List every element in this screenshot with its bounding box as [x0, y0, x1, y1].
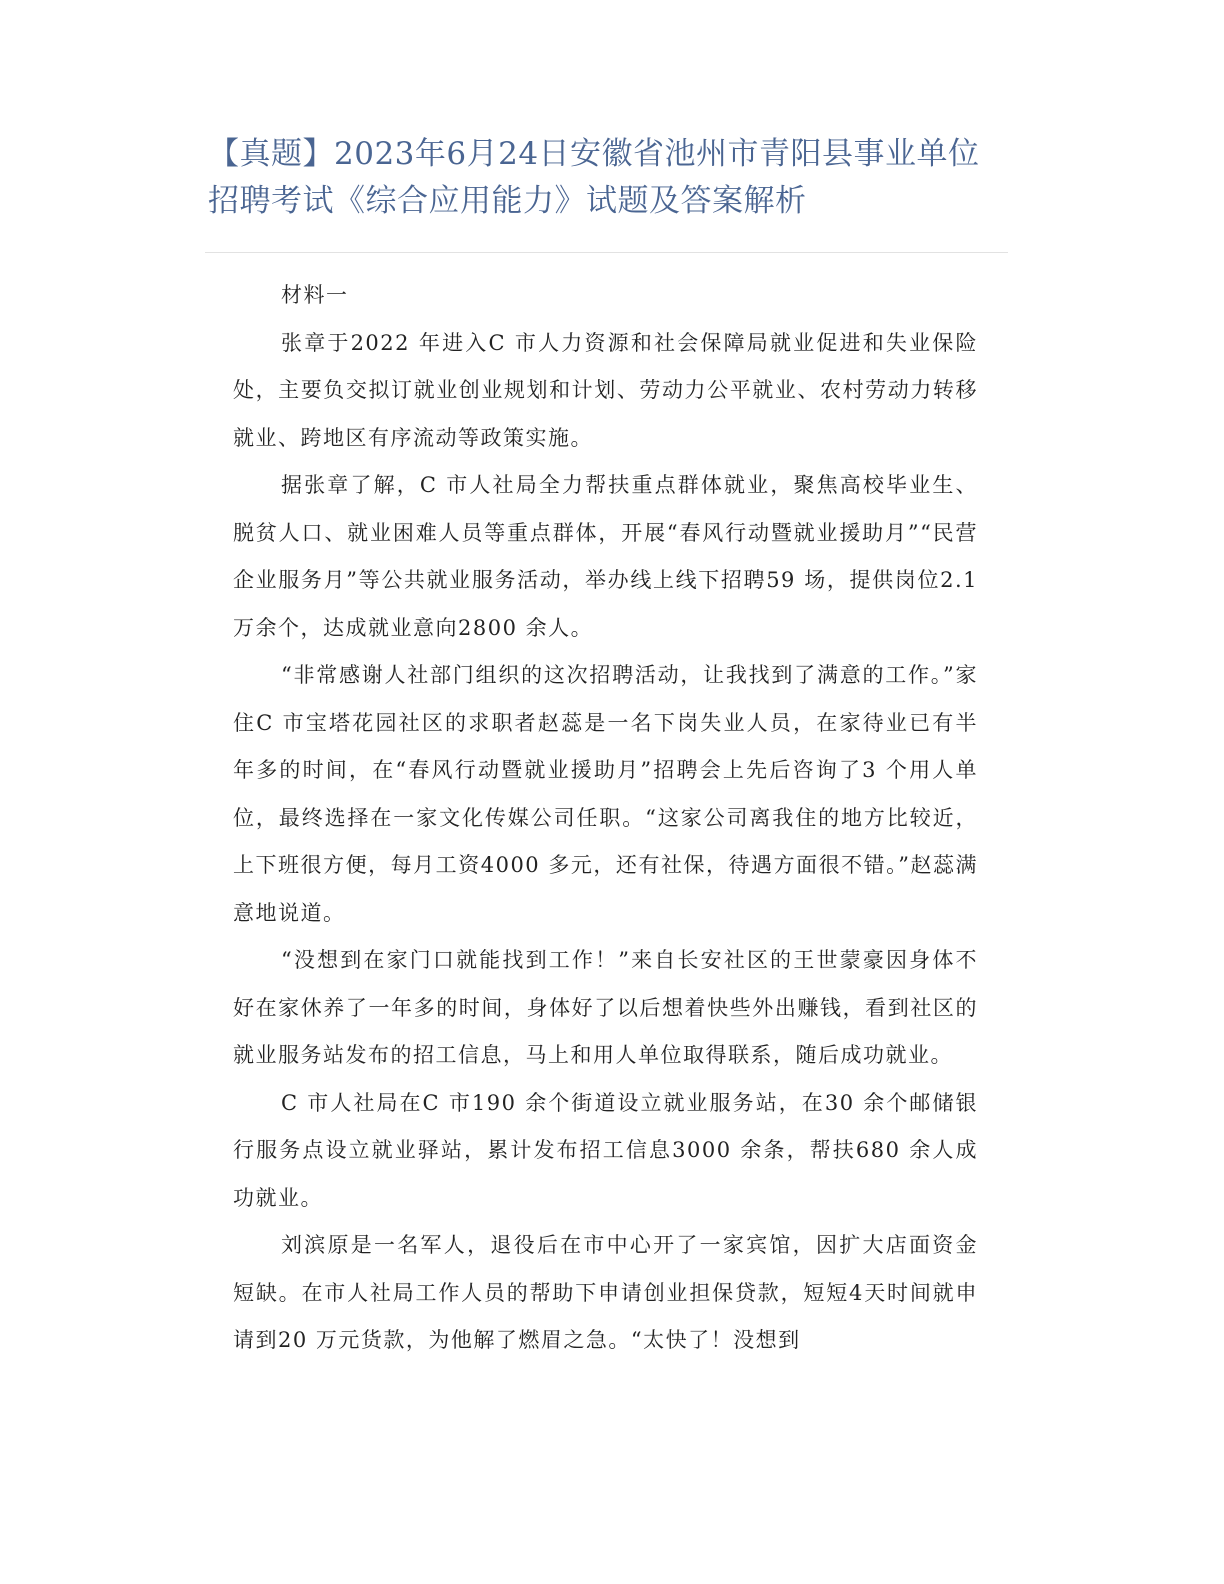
paragraph: 据张章了解，C 市人社局全力帮扶重点群体就业，聚焦高校毕业生、脱贫人口、就业困难人员等重点群体，开展“春风行动暨就业援助月”“民营企业服务月”等公共就业服务活动，举办线上线下招聘59 场，提供岗位2.1万余个，达成就业意向2800 余人。: [233, 473, 978, 640]
paragraph: “没想到在家门口就能找到工作！”来自长安社区的王世蒙豪因身体不好在家休养了一年多的时间，身体好了以后想着快些外出赚钱，看到社区的就业服务站发布的招工信息，马上和用人单位取得联系，随后成功就业。: [233, 948, 978, 1067]
title-divider: [205, 252, 1008, 253]
section-heading: 材料一: [281, 283, 349, 307]
document-title: 【真题】2023年6月24日安徽省池州市青阳县事业单位招聘考试《综合应用能力》试题及答案解析: [208, 136, 980, 219]
document-body: [233, 272, 978, 1365]
paragraph: 刘滨原是一名军人，退役后在市中心开了一家宾馆，因扩大店面资金短缺。在市人社局工作人员的帮助下申请创业担保贷款，短短4天时间就申请到20 万元货款，为他解了燃眉之急。“太快了！没想到: [233, 1233, 978, 1352]
paragraph: “非常感谢人社部门组织的这次招聘活动，让我找到了满意的工作。”家住C 市宝塔花园社区的求职者赵蕊是一名下岗失业人员，在家待业已有半年多的时间，在“春风行动暨就业援助月”招聘会上先后咨询了3 个用人单位，最终选择在一家文化传媒公司任职。“这家公司离我住的地方比较近，上下班很方便，每月工资4000 多元，还有社保，待遇方面很不错。”赵蕊满意地说道。: [233, 663, 978, 925]
paragraph: 张章于2022 年进入C 市人力资源和社会保障局就业促进和失业保险处，主要负交拟订就业创业规划和计划、劳动力公平就业、农村劳动力转移就业、跨地区有序流动等政策实施。: [233, 330, 978, 450]
paragraph: C 市人社局在C 市190 余个街道设立就业服务站，在30 余个邮储银行服务点设立就业驿站，累计发布招工信息3000 余条，帮扶680 余人成功就业。: [233, 1090, 978, 1210]
